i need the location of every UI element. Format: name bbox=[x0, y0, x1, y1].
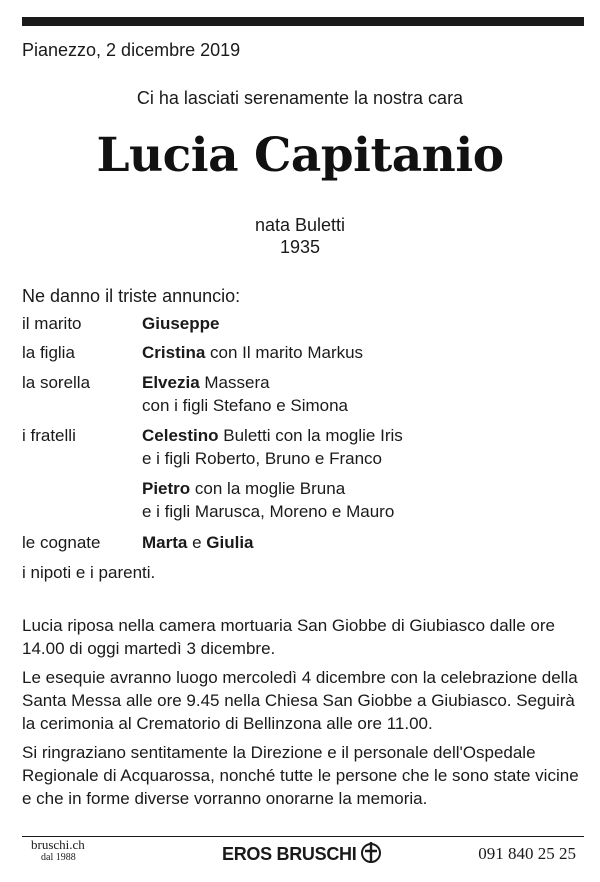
relative-second-name: Giulia bbox=[206, 533, 254, 552]
phone-number: 091 840 25 25 bbox=[478, 844, 576, 863]
relative-first-name: Cristina bbox=[142, 343, 206, 362]
footer-divider bbox=[22, 836, 584, 837]
relation-label: la figlia bbox=[22, 343, 75, 362]
relative-detail: con Il marito Markus bbox=[205, 343, 364, 362]
relative-detail: con la moglie Bruna bbox=[190, 479, 346, 498]
paragraph-thanks: Si ringraziano sentitamente la Direzione e il personale dell'Ospedale Regionale di Acquarossa, nonché tutte le persone che le sono state vicine e che in forme diverse vorranno onorarne la memoria. bbox=[22, 743, 579, 808]
paragraph-funeral: Le esequie avranno luogo mercoledì 4 dicembre con la celebrazione della Santa Messa alle ore 9.45 nella Chiesa San Giobbe a Giubiasco. Seguirà la cerimonia al Crematorio di Bellinzona alle ore 11.00. bbox=[22, 668, 578, 733]
relative-name bbox=[142, 312, 219, 335]
relative-line2: e i figli Roberto, Bruno e Franco bbox=[142, 449, 383, 468]
birth-year: 1935 bbox=[279, 237, 321, 257]
relative-first-name: Giuseppe bbox=[142, 314, 220, 333]
maiden-name: nata Buletti bbox=[254, 215, 346, 235]
relation-label: le cognate bbox=[22, 533, 101, 552]
nipoti-line: i nipoti e i parenti. bbox=[22, 563, 156, 582]
website-text: bruschi.ch bbox=[31, 837, 85, 852]
birth-info bbox=[0, 214, 600, 258]
relation-label: il marito bbox=[22, 314, 82, 333]
relative-name bbox=[142, 477, 345, 500]
footer-website bbox=[31, 838, 85, 864]
relative-name bbox=[142, 371, 270, 394]
intro-text: Ci ha lasciati serenamente la nostra cara bbox=[136, 88, 464, 108]
relative-first-name: Elvezia bbox=[142, 373, 200, 392]
deceased-name: Lucia Capitanio bbox=[96, 128, 504, 183]
relative-line2: con i figli Stefano e Simona bbox=[142, 396, 349, 415]
brand-name: EROS BRUSCHI bbox=[222, 844, 357, 864]
relation-label: i fratelli bbox=[22, 426, 76, 445]
announcement-heading: Ne danno il triste annuncio: bbox=[22, 286, 241, 306]
dateline: Pianezzo, 2 dicembre 2019 bbox=[22, 40, 241, 60]
relative-detail: Buletti con la moglie Iris bbox=[218, 426, 403, 445]
relative-first-name: Celestino bbox=[142, 426, 219, 445]
relation-label: la sorella bbox=[22, 373, 91, 392]
relative-name bbox=[142, 341, 363, 364]
relative-name bbox=[142, 424, 403, 447]
relative-detail: Massera bbox=[199, 373, 270, 392]
relative-detail: e bbox=[187, 533, 207, 552]
relative-first-name: Pietro bbox=[142, 479, 191, 498]
since-text: dal 1988 bbox=[41, 852, 76, 863]
cross-circle-icon bbox=[360, 840, 382, 869]
relative-first-name: Marta bbox=[142, 533, 188, 552]
funeral-home-brand bbox=[222, 840, 382, 869]
paragraph-wake: Lucia riposa nella camera mortuaria San Giobbe di Giubiasco dalle ore 14.00 di oggi martedì 3 dicembre. bbox=[22, 616, 555, 658]
top-border bbox=[22, 17, 584, 26]
relative-line2: e i figli Marusca, Moreno e Mauro bbox=[142, 502, 395, 521]
relative-name bbox=[142, 531, 254, 554]
